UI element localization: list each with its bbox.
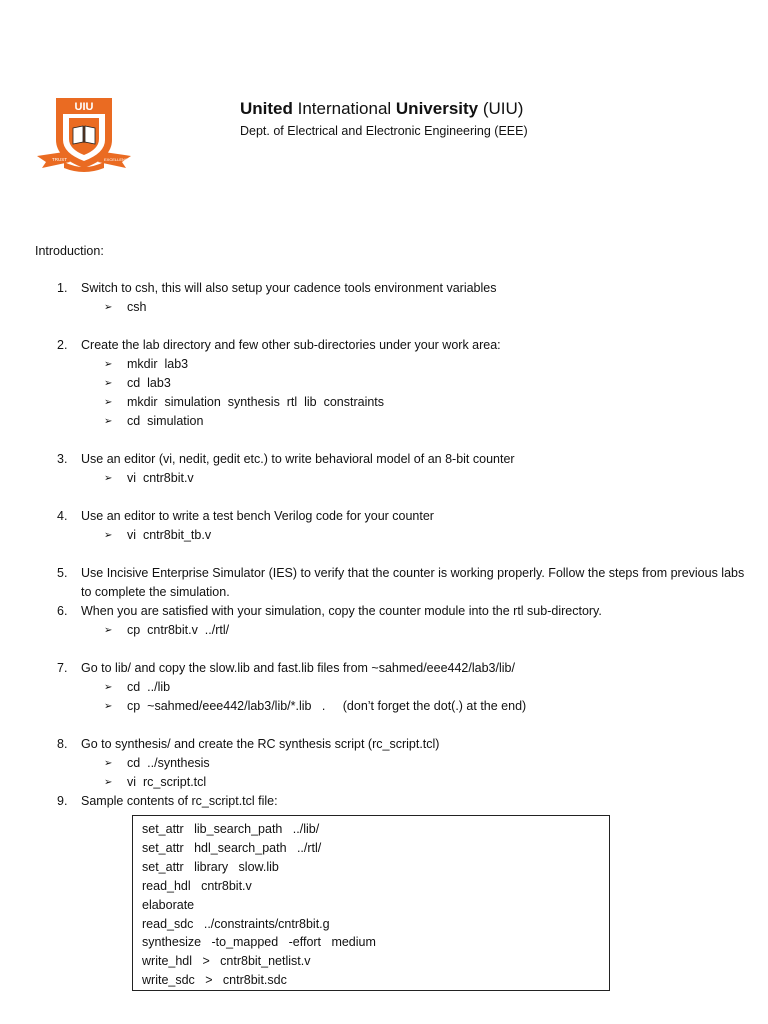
- document-header: [240, 99, 528, 138]
- step-item: [0, 792, 768, 811]
- arrow-bullet-icon: ➢: [104, 302, 113, 313]
- step-item: [0, 735, 768, 754]
- step-text: Sample contents of rc_script.tcl file:: [81, 794, 278, 808]
- command-text: vi cntr8bit.v: [127, 471, 194, 485]
- code-line: set_attr lib_search_path ../lib/: [142, 822, 320, 836]
- command-text: mkdir lab3: [127, 357, 189, 371]
- arrow-bullet-icon: ➢: [104, 701, 113, 712]
- step-number: 4.: [57, 509, 68, 523]
- step-number: 1.: [57, 281, 68, 295]
- arrow-bullet-icon: ➢: [104, 625, 113, 636]
- command-item: [0, 393, 768, 412]
- step-text: Use an editor (vi, nedit, gedit etc.) to write behavioral model of an 8-bit counter: [81, 452, 515, 466]
- code-line: set_attr library slow.lib: [142, 859, 279, 874]
- command-text: cp ~sahmed/eee442/lab3/lib/*.lib . (don’t forget the dot(.) at the end): [127, 699, 527, 713]
- arrow-bullet-icon: ➢: [104, 777, 113, 788]
- svg-text:UIU: UIU: [74, 101, 94, 113]
- command-item: [0, 621, 768, 640]
- code-line: synthesize -to_mapped -effort medium: [142, 935, 376, 950]
- command-text: cd simulation: [127, 414, 204, 428]
- arrow-bullet-icon: ➢: [104, 378, 113, 389]
- introduction-heading: Introduction:: [35, 244, 104, 258]
- step-number: 9.: [57, 794, 68, 808]
- step-text: When you are satisfied with your simulation, copy the counter module into the rtl sub-directory.: [81, 604, 602, 618]
- arrow-bullet-icon: ➢: [104, 682, 113, 693]
- svg-text:EXCELLENCE: EXCELLENCE: [104, 157, 131, 162]
- command-text: csh: [127, 300, 147, 314]
- command-text: vi cntr8bit_tb.v: [127, 528, 212, 542]
- step-number: 2.: [57, 338, 68, 352]
- uiu-logo: [34, 96, 134, 176]
- step-number: 6.: [57, 604, 68, 618]
- arrow-bullet-icon: ➢: [104, 758, 113, 769]
- arrow-bullet-icon: ➢: [104, 473, 113, 484]
- command-item: [0, 526, 768, 545]
- code-line: elaborate: [142, 897, 195, 912]
- step-text: Go to lib/ and copy the slow.lib and fast.lib files from ~sahmed/eee442/lab3/lib/: [81, 661, 515, 675]
- code-box: [132, 815, 610, 991]
- step-text: Go to synthesis/ and create the RC synthesis script (rc_script.tcl): [81, 737, 440, 751]
- step-item: [0, 564, 768, 602]
- svg-text:TRUST: TRUST: [52, 157, 67, 162]
- step-text: Create the lab directory and few other sub-directories under your work area:: [81, 338, 501, 352]
- arrow-bullet-icon: ➢: [104, 530, 113, 541]
- code-line: read_hdl cntr8bit.v: [142, 878, 252, 893]
- step-text: Use an editor to write a test bench Verilog code for your counter: [81, 509, 434, 523]
- command-item: [0, 374, 768, 393]
- command-item: [0, 773, 768, 792]
- step-item: [0, 507, 768, 526]
- step-number: 5.: [57, 566, 68, 580]
- command-text: mkdir simulation synthesis rtl lib constraints: [127, 395, 385, 409]
- department-name: Dept. of Electrical and Electronic Engineering (EEE): [240, 124, 528, 138]
- command-text: cd ../lib: [127, 680, 171, 694]
- arrow-bullet-icon: ➢: [104, 397, 113, 408]
- step-text: Use Incisive Enterprise Simulator (IES) to verify that the counter is working properly. Follow the steps from previous labs to complete the simulation.: [81, 566, 745, 599]
- university-name: United International University (UIU): [240, 99, 524, 118]
- step-item: [0, 279, 768, 298]
- step-item: [0, 659, 768, 678]
- code-line: read_sdc ../constraints/cntr8bit.g: [142, 916, 330, 931]
- command-item: [0, 469, 768, 488]
- uiu-crest-icon: [34, 96, 134, 176]
- command-text: vi rc_script.tcl: [127, 775, 207, 789]
- steps-list: [0, 279, 768, 811]
- command-text: cp cntr8bit.v ../rtl/: [127, 623, 230, 637]
- arrow-bullet-icon: ➢: [104, 359, 113, 370]
- command-item: [0, 678, 768, 697]
- command-item: [0, 754, 768, 773]
- step-number: 3.: [57, 452, 68, 466]
- step-number: 8.: [57, 737, 68, 751]
- command-item: [0, 412, 768, 431]
- code-line: write_sdc > cntr8bit.sdc: [142, 973, 287, 988]
- command-text: cd ../synthesis: [127, 756, 210, 770]
- command-item: [0, 355, 768, 374]
- step-item: [0, 602, 768, 621]
- step-number: 7.: [57, 661, 68, 675]
- step-item: [0, 336, 768, 355]
- step-text: Switch to csh, this will also setup your cadence tools environment variables: [81, 281, 497, 295]
- arrow-bullet-icon: ➢: [104, 416, 113, 427]
- command-item: [0, 697, 768, 716]
- code-line: write_hdl > cntr8bit_netlist.v: [142, 954, 311, 969]
- command-item: [0, 298, 768, 317]
- command-text: cd lab3: [127, 376, 171, 390]
- step-item: [0, 450, 768, 469]
- code-line: set_attr hdl_search_path ../rtl/: [142, 840, 322, 855]
